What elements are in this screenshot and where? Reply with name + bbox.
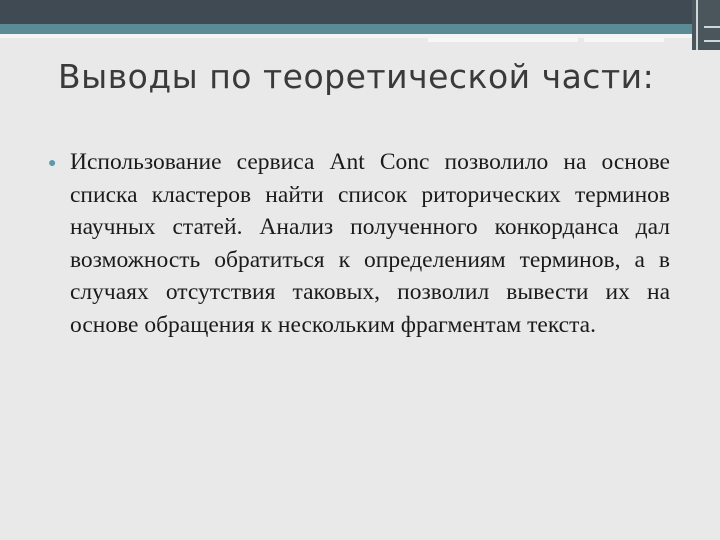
corner-line bbox=[704, 40, 720, 42]
header-accent-bar bbox=[584, 38, 664, 42]
header-bar-teal bbox=[0, 24, 720, 34]
header-bar-dark bbox=[0, 0, 720, 24]
corner-line bbox=[696, 0, 698, 50]
slide-title: Выводы по теоретической части: bbox=[58, 57, 655, 96]
corner-line bbox=[704, 26, 720, 28]
bullet-icon: ● bbox=[48, 156, 57, 171]
header-accent-bar bbox=[428, 38, 578, 42]
bullet-text: Использование сервиса Ant Conc позволило на основе списка кластеров найти список риторических терминов научных статей. Анализ полученного конкорданса дал возможность обратиться к определениям терминов, а в случаях отсутствия таковых, позволил вывести их на основе обращения к нескольким фрагментам текста. bbox=[70, 149, 670, 338]
